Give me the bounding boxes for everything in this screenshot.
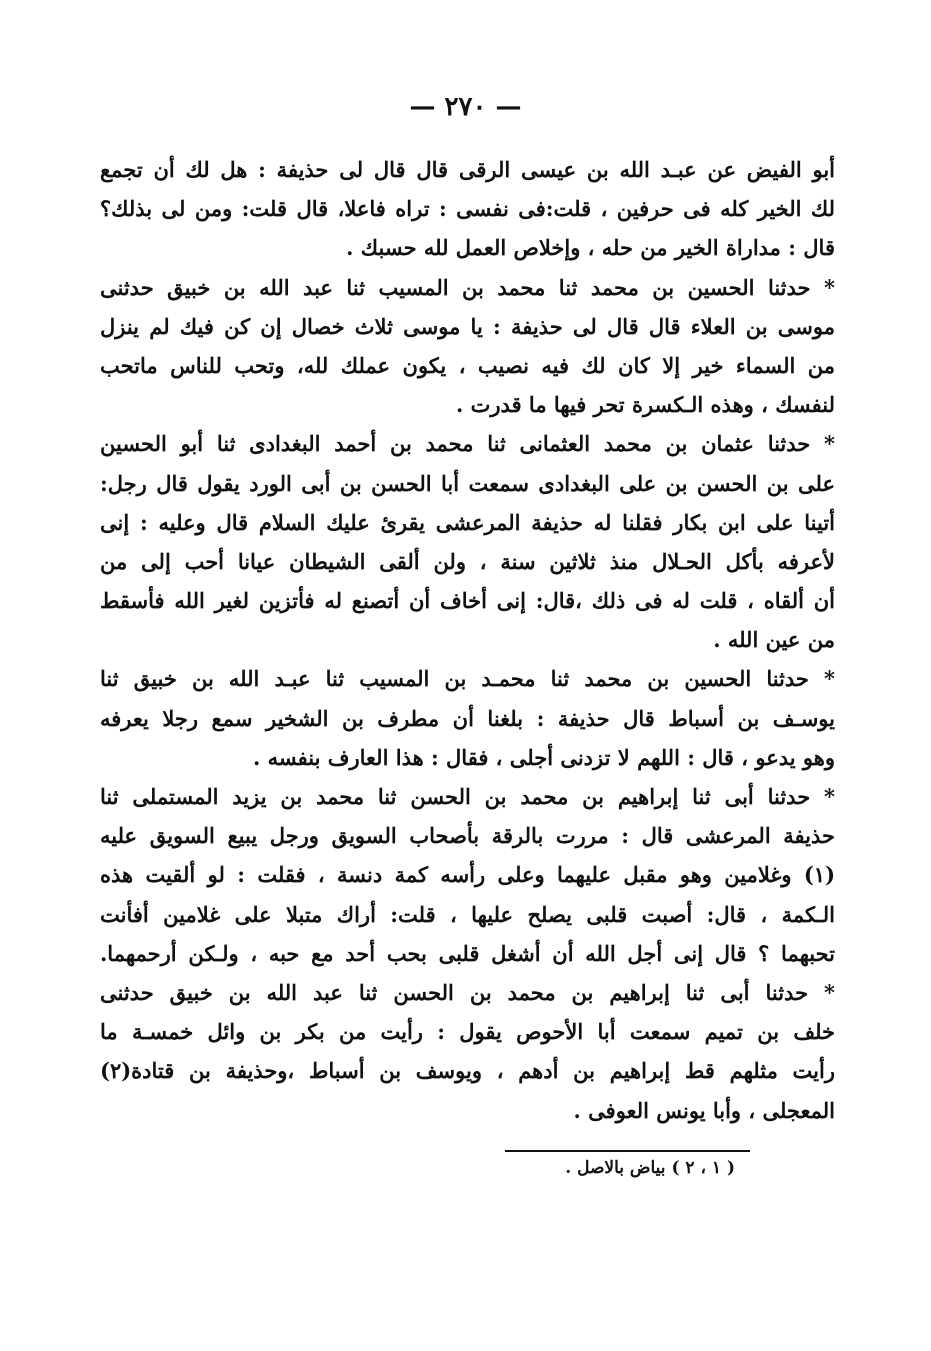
text-line: * حدثنا أبى ثنا إبراهيم بن محمد بن الحسن ثنا عبد الله بن خبيق حدثنى: [100, 979, 835, 1005]
text-line: * حدثنا الحسين بن محمد ثنا محمـد بن المسيب ثنا عبـد الله بن خبيق ثنا: [100, 666, 835, 692]
text-line: رأيت مثلهم قط إبراهيم بن أدهم ، ويوسف بن أسباط ،وحذيفة بن قتادة(٢): [100, 1058, 835, 1084]
text-line: على بن الحسن بن على البغدادى سمعت أبا الحسن بن أبى الورد يقول قال رجل:: [100, 470, 835, 496]
text-line: أبو الفيض عن عبـد الله بن عيسى الرقى قال قال لى حذيفة : هل لك أن تجمع: [100, 157, 835, 182]
text-line: * حدثنا الحسين بن محمد ثنا محمد بن المسيب ثنا عبد الله بن خبيق حدثنى: [100, 274, 835, 300]
text-line: * حدثنا عثمان بن محمد العثمانى ثنا محمد بن أحمد البغدادى ثنا أبو الحسين: [100, 431, 835, 457]
text-line: أتينا على ابن بكار فقلنا له حذيفة المرعشى يقرئ عليك السلام قال وعليه : إنى: [100, 509, 835, 535]
text-line: لنفسك ، وهذه الـكسرة تحر فيها ما قدرت .: [456, 392, 835, 418]
text-line: لك الخير كله فى حرفين ، قلت:فى نفسى : تراه فاعلا، قال قلت: ومن لى بذلك؟: [100, 196, 835, 222]
main-text: [100, 150, 835, 1130]
text-line: المعجلى ، وأبا يونس العوفى .: [573, 1097, 835, 1123]
text-line: يوسـف بن أسباط قال حذيفة : بلغنا أن مطرف بن الشخير سمع رجلا يعرفه: [100, 705, 835, 731]
text-line: * حدثنا أبى ثنا إبراهيم بن محمد بن الحسن ثنا محمد بن يزيد المستملى ثنا: [100, 784, 835, 809]
text-line: (١) وغلامين وهو مقبل عليهما وعلى رأسه كمة دنسة ، فقلت : لو ألقيت هذه: [100, 862, 835, 888]
footnote: ( ١ ، ٢ ) بياض بالاصل .: [565, 1158, 735, 1178]
text-line: لأعرفه بأكل الحـلال منذ ثلاثين سنة ، ولن ألقى الشيطان عيانا أحب إلى من: [100, 548, 835, 574]
text-line: الـكمة ، قال: أصبت قلبى يصلح عليها ، قلت: أراك متبلا على غلامين أفأنت: [100, 901, 835, 927]
text-line: من السماء خير إلا كان لك فيه نصيب ، يكون عملك لله، وتحب للناس ماتحب: [100, 352, 835, 378]
text-line: تحبهما ؟ قال إنى أجل الله أن أشغل قلبى بحب أحد مع حبه ، ولـكن أرحمهما.: [100, 940, 835, 966]
footnote-divider: [505, 1150, 750, 1152]
text-line: خلف بن تميم سمعت أبا الأحوص يقول : رأيت من بكر بن وائل خمسـة ما: [100, 1019, 835, 1045]
text-line: أن ألقاه ، قلت له فى ذلك ،قال: إنى أخاف أن أتصنع له فأتزين لغير الله فأسقط: [100, 588, 835, 614]
text-line: من عين الله .: [713, 627, 835, 653]
text-line: حذيفة المرعشى قال : مررت بالرقة بأصحاب السويق ورجل يبيع السويق عليه: [100, 823, 835, 849]
text-line: وهو يدعو ، قال : اللهم لا تزدنى أجلى ، فقال : هذا العارف بنفسه .: [253, 744, 835, 770]
text-line: قال : مداراة الخير من حله ، وإخلاص العمل لله حسبك .: [346, 235, 835, 261]
text-line: موسى بن العلاء قال قال لى حذيفة : يا موسى ثلاث خصال إن كن فيك لم ينزل: [100, 313, 835, 339]
page-number: — ٢٧٠ —: [409, 92, 522, 122]
